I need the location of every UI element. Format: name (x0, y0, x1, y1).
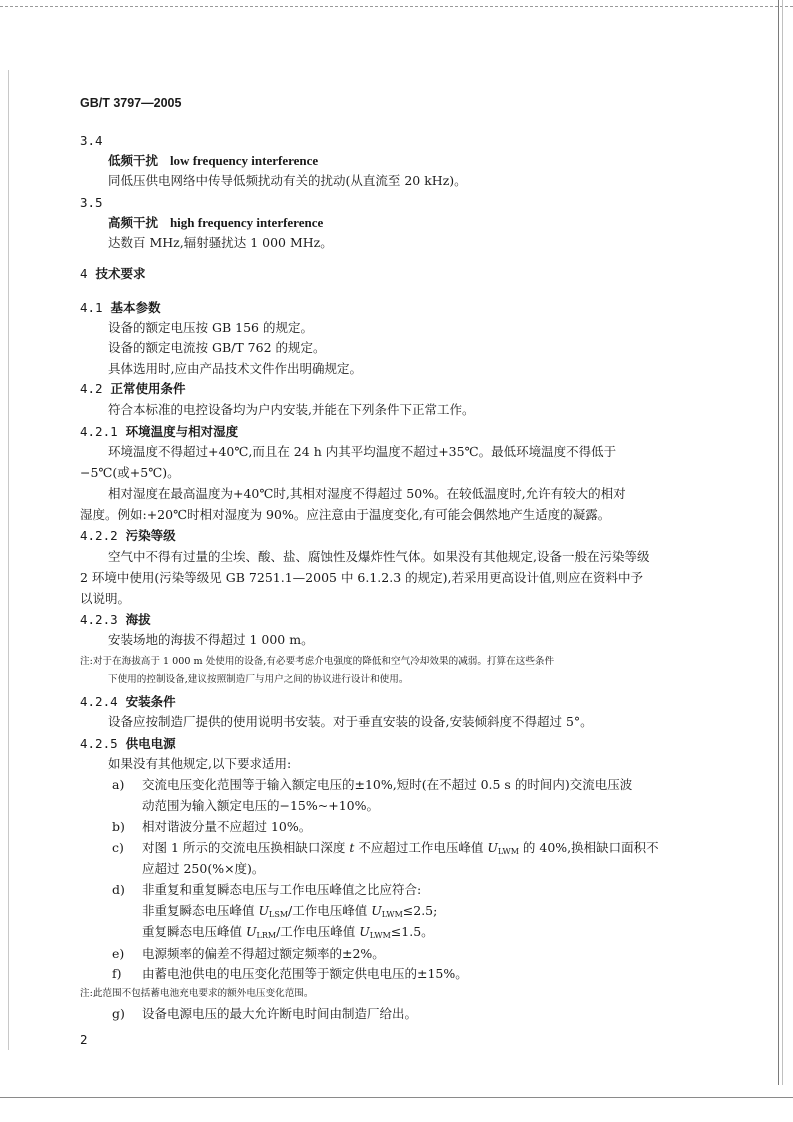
text-run: 非重复瞬态电压峰值 (142, 903, 259, 918)
paragraph-line: 2 环境中使用(污染等级见 GB 7251.1—2005 中 6.1.2.3 的规定),若采用更高设计值,则应在资料中予 (80, 570, 643, 585)
clause-heading (80, 528, 176, 544)
list-item-a-line1: 交流电压变化范围等于输入额定电压的±10%,短时(在不超过 0.5 s 的时间内)交流电压波 (142, 777, 633, 792)
term-title (108, 215, 323, 231)
math-subscript: LSM (269, 910, 289, 919)
list-item-a-line2: 动范围为输入额定电压的−15%~+10%。 (142, 798, 379, 813)
clause-heading (80, 381, 186, 397)
clause-number: 4.2.2 (80, 528, 118, 543)
paragraph-line: 湿度。例如:+20℃时相对湿度为 90%。应注意由于温度变化,有可能会偶然地产生适度的凝露。 (80, 507, 611, 522)
text-run: 不应超过工作电压峰值 (354, 840, 488, 855)
scan-edge-right (778, 0, 779, 1085)
list-item-d-line1: 非重复和重复瞬态电压与工作电压峰值之比应符合: (142, 882, 422, 897)
section-title: 技术要求 (95, 266, 146, 281)
list-label-e: e) (112, 946, 125, 961)
paragraph-line: 设备应按制造厂提供的使用说明书安装。对于垂直安装的设备,安装倾斜度不得超过 5°。 (108, 714, 593, 729)
paragraph-line: 相对湿度在最高温度为+40℃时,其相对湿度不得超过 50%。在较低温度时,允许有较大的相对 (108, 486, 626, 501)
text-run: /工作电压峰值 (276, 924, 360, 939)
term-zh: 低频干扰 (108, 153, 159, 168)
paragraph-line: 设备的额定电流按 GB/T 762 的规定。 (108, 340, 326, 355)
clause-title: 污染等级 (125, 528, 176, 543)
document-header: GB/T 3797—2005 (80, 96, 182, 110)
clause-heading (80, 612, 151, 628)
paragraph-line: 如果没有其他规定,以下要求适用: (108, 756, 292, 771)
clause-number: 4.2.4 (80, 694, 118, 709)
list-item-f: 由蓄电池供电的电压变化范围等于额定供电电压的±15%。 (142, 966, 468, 981)
clause-number: 3.4 (80, 133, 103, 148)
list-label-a: a) (112, 777, 125, 792)
text-run: 对图 1 所示的交流电压换相缺口深度 (142, 840, 350, 855)
clause-title: 正常使用条件 (110, 381, 186, 396)
page-number: 2 (80, 1032, 88, 1047)
clause-heading (80, 424, 238, 440)
term-definition: 达数百 MHz,辐射骚扰达 1 000 MHz。 (108, 235, 333, 250)
clause-number: 4.2.5 (80, 736, 118, 751)
clause-heading (80, 694, 176, 710)
scan-edge-right-inner (782, 0, 783, 1085)
term-en: high frequency interference (169, 215, 324, 230)
clause-title: 基本参数 (110, 300, 161, 315)
clause-heading (80, 736, 176, 752)
paragraph-line: 具体选用时,应由产品技术文件作出明确规定。 (108, 361, 362, 376)
paragraph-line: 空气中不得有过量的尘埃、酸、盐、腐蚀性及爆炸性气体。如果没有其他规定,设备一般在污染等级 (108, 549, 650, 564)
list-item-g: 设备电源电压的最大允许断电时间由制造厂给出。 (142, 1006, 418, 1021)
text-run: 的 40%,换相缺口面积不 (518, 840, 659, 855)
section-number: 4 (80, 266, 88, 281)
paragraph-line: 以说明。 (80, 591, 131, 606)
list-item-b: 相对谐波分量不应超过 10%。 (142, 819, 312, 834)
clause-title: 供电电源 (125, 736, 176, 751)
math-subscript: LRM (256, 931, 277, 940)
list-item-d-line2 (142, 903, 437, 919)
note-line: 注:对于在海拔高于 1 000 m 处使用的设备,有必要考虑介电强度的降低和空气冷却效果的减弱。打算在这些条件 (80, 656, 555, 667)
text-run: ≤1.5。 (390, 924, 434, 939)
paragraph-line: 环境温度不得超过+40℃,而且在 24 h 内其平均温度不超过+35℃。最低环境温度不得低于 (108, 444, 617, 459)
term-definition: 同低压供电网络中传导低频扰动有关的扰动(从直流至 20 kHz)。 (108, 173, 467, 188)
list-label-c: c) (112, 840, 124, 855)
text-run: /工作电压峰值 (288, 903, 372, 918)
paragraph-line: 符合本标准的电控设备均为户内安装,并能在下列条件下正常工作。 (108, 402, 475, 417)
note-line: 注:此范围不包括蓄电池充电要求的额外电压变化范围。 (80, 988, 314, 999)
section-heading (80, 266, 146, 282)
scan-edge-bottom (0, 1097, 793, 1098)
math-variable: U (359, 924, 370, 939)
list-item-c-line1 (142, 840, 659, 856)
clause-heading (80, 300, 161, 316)
note-line: 下使用的控制设备,建议按照制造厂与用户之间的协议进行设计和使用。 (108, 674, 409, 685)
paragraph-line: 安装场地的海拔不得超过 1 000 m。 (108, 632, 314, 647)
term-en: low frequency interference (169, 153, 319, 168)
text-run: 重复瞬态电压峰值 (142, 924, 246, 939)
list-label-b: b) (112, 819, 125, 834)
clause-title: 环境温度与相对湿度 (125, 424, 239, 439)
clause-title: 安装条件 (125, 694, 176, 709)
math-variable: U (245, 924, 257, 939)
scan-edge-left (8, 70, 9, 1050)
clause-number: 4.1 (80, 300, 103, 315)
math-subscript: LWM (497, 847, 519, 856)
clause-number: 4.2 (80, 381, 103, 396)
clause-number: 3.5 (80, 195, 103, 210)
paragraph-line: 设备的额定电压按 GB 156 的规定。 (108, 320, 313, 335)
math-subscript: LWM (381, 910, 403, 919)
clause-number: 4.2.3 (80, 612, 118, 627)
math-variable: t (349, 840, 355, 855)
paragraph-line: −5℃(或+5℃)。 (80, 465, 180, 480)
math-variable: U (258, 903, 270, 918)
list-item-e: 电源频率的偏差不得超过额定频率的±2%。 (142, 946, 385, 961)
math-variable: U (371, 903, 382, 918)
term-title (108, 153, 318, 169)
math-subscript: LWM (369, 931, 391, 940)
clause-title: 海拔 (125, 612, 151, 627)
scan-edge-top (0, 6, 793, 7)
list-label-g: g) (112, 1006, 125, 1021)
math-variable: U (487, 840, 498, 855)
term-zh: 高频干扰 (108, 215, 159, 230)
list-label-f: f) (112, 966, 122, 981)
list-item-d-line3 (142, 924, 434, 940)
list-label-d: d) (112, 882, 125, 897)
list-item-c-line2: 应超过 250(%×度)。 (142, 861, 265, 876)
clause-number: 4.2.1 (80, 424, 118, 439)
text-run: ≤2.5; (402, 903, 438, 918)
